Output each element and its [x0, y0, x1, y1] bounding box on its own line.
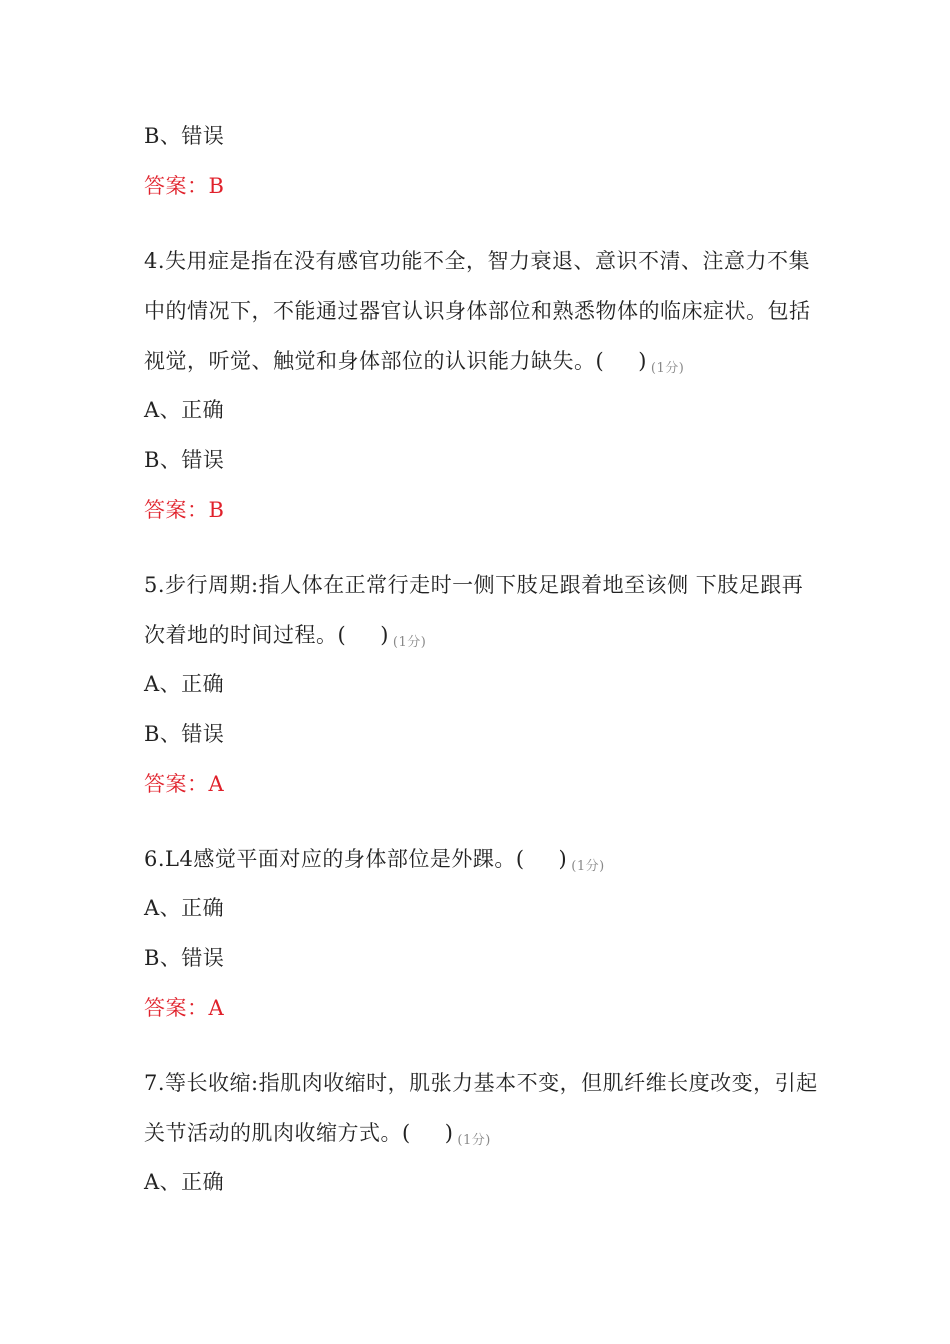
- q4-score: (1分): [650, 361, 685, 376]
- q4-text-line-2: 中的情况下，不能通过器官认识身体部位和熟悉物体的临床症状。包括: [144, 299, 811, 323]
- q5-option-b: B、错误: [144, 722, 225, 746]
- q7-text-line-1: 7.等长收缩:指肌肉收缩时，肌张力基本不变，但肌纤维长度改变，引起: [144, 1071, 818, 1095]
- q3-answer: 答案：B: [144, 174, 225, 198]
- q5-text-line-2-body: 次着地的时间过程。(: [144, 623, 347, 647]
- q4-answer: 答案：B: [144, 498, 225, 522]
- q4-option-a: A、正确: [144, 398, 225, 422]
- q4-close-paren: ): [638, 349, 647, 373]
- q5-text-line-1: 5.步行周期:指人体在正常行走时一侧下肢足跟着地至该侧 下肢足跟再: [144, 573, 804, 597]
- q6-score: (1分): [571, 859, 605, 874]
- q7-score: (1分): [457, 1133, 491, 1148]
- q6-option-b: B、错误: [144, 946, 225, 970]
- q6-answer: 答案：A: [144, 996, 225, 1020]
- q5-option-a: A、正确: [144, 672, 225, 696]
- q7-close-paren: ): [444, 1121, 454, 1145]
- q6-close-paren: ): [558, 847, 568, 871]
- q7-text-line-2: [144, 1118, 491, 1152]
- q4-text-line-1: 4.失用症是指在没有感官功能不全，智力衰退、意识不清、注意力不集: [144, 249, 811, 273]
- q7-text-line-2-body: 关节活动的肌肉收缩方式。(: [144, 1121, 411, 1145]
- q5-close-paren: ): [380, 623, 389, 647]
- q4-text-line-3: [144, 346, 684, 380]
- q5-text-line-2: [144, 620, 426, 654]
- q6-option-a: A、正确: [144, 896, 225, 920]
- q5-score: (1分): [392, 635, 427, 650]
- q4-option-b: B、错误: [144, 448, 225, 472]
- q4-text-line-3-body: 视觉，听觉、触觉和身体部位的认识能力缺失。(: [144, 349, 605, 373]
- q3-option-b: B、错误: [144, 124, 225, 148]
- q6-text-line-1: [144, 844, 605, 878]
- q5-answer: 答案：A: [144, 772, 225, 796]
- q7-option-a: A、正确: [144, 1170, 225, 1194]
- q6-text-line-1-body: 6.L4感觉平面对应的身体部位是外踝。(: [144, 847, 525, 871]
